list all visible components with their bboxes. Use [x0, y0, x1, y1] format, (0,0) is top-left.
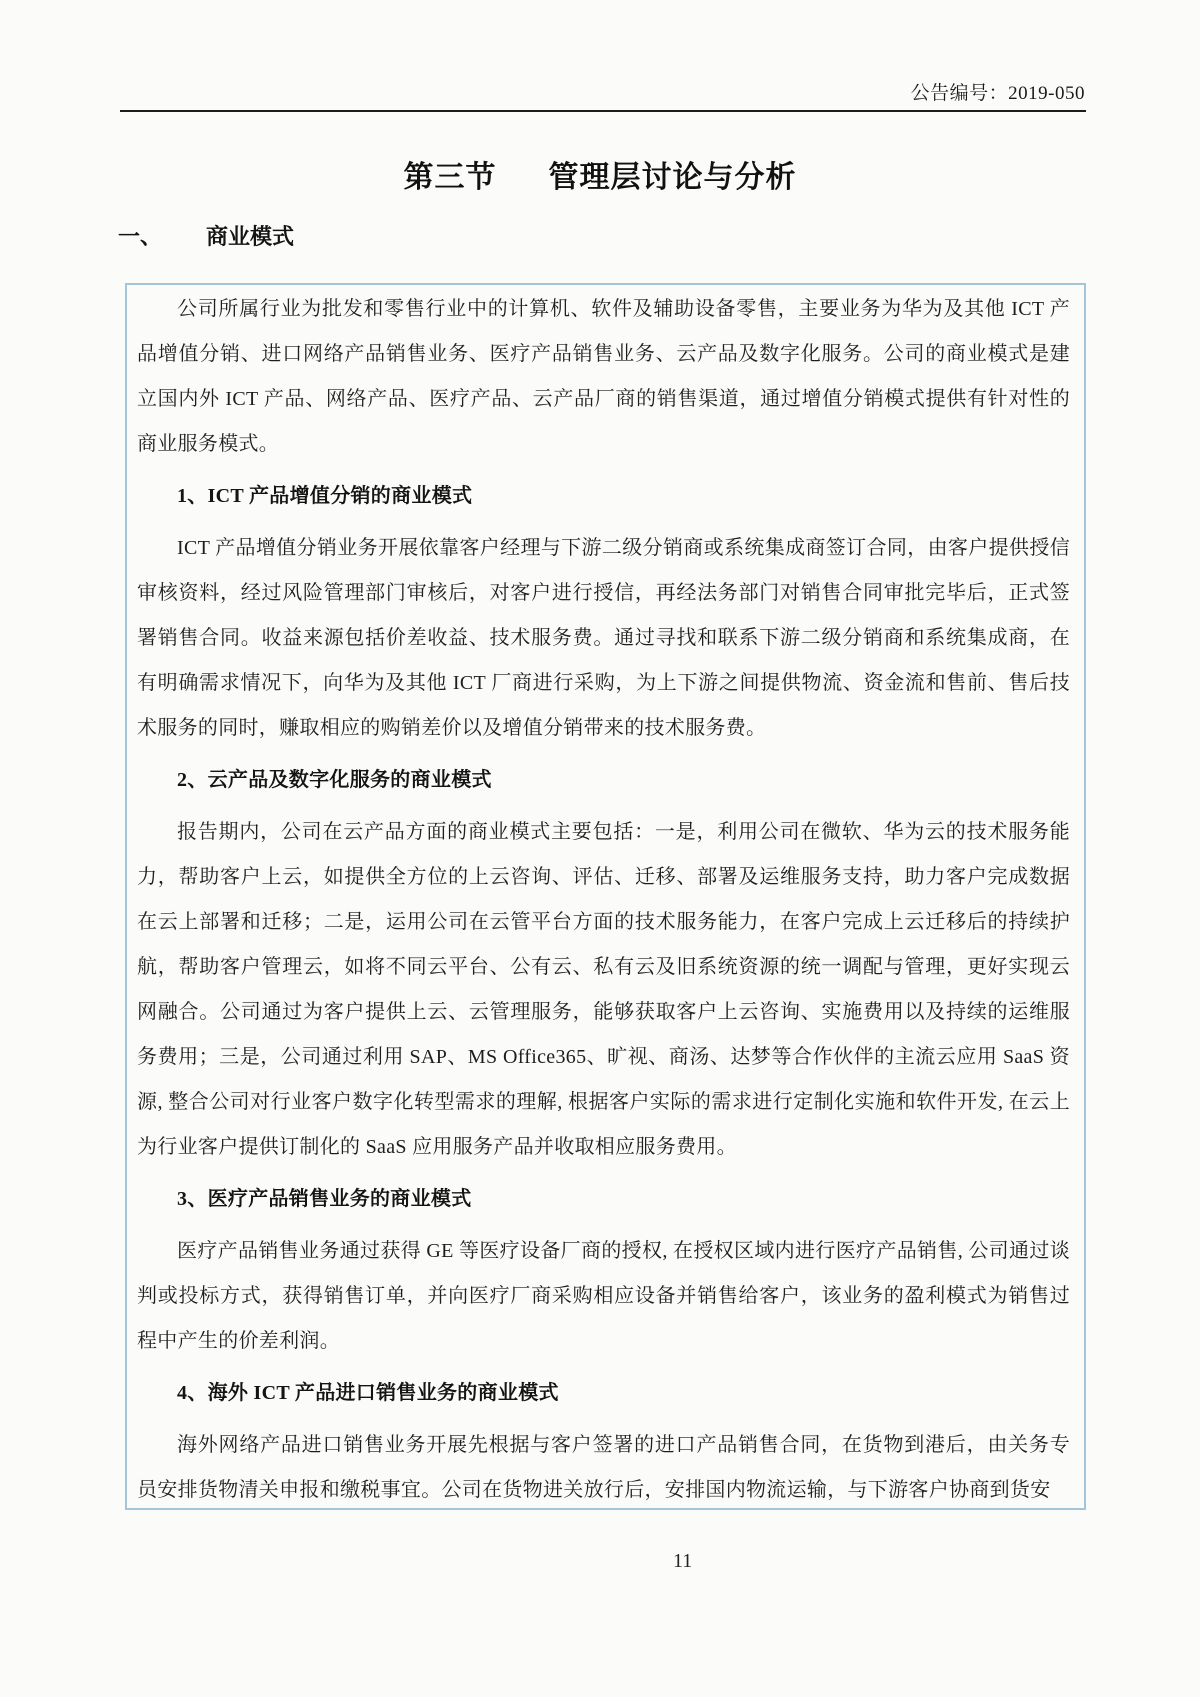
- chapter-title: [0, 152, 1200, 196]
- subsection-4-heading: 4、海外 ICT 产品进口销售业务的商业模式: [177, 1382, 559, 1404]
- announcement-number: 公告编号：2019-050: [910, 83, 1085, 104]
- chapter-number: 第三节: [403, 161, 497, 194]
- subsection-1-body: ICT 产品增值分销业务开展依靠客户经理与下游二级分销商或系统集成商签订合同，由客户提供授信审核资料，经过风险管理部门审核后，对客户进行授信，再经法务部门对销售合同审批完毕后，正式签署销售合同。收益来源包括价差收益、技术服务费。通过寻找和联系下游二级分销商和系统集成商，在有明确需求情况下，向华为及其他 ICT 厂商进行采购，为上下游之间提供物流、资金流和售前、售后技术服务的同时，赚取相应的购销差价以及增值分销带来的技术服务费。: [137, 537, 1070, 739]
- content-box: [125, 283, 1086, 1510]
- subsection-1-heading: 1、ICT 产品增值分销的商业模式: [177, 485, 473, 507]
- subsection-3-heading: 3、医疗产品销售业务的商业模式: [177, 1188, 472, 1210]
- subsection-4-body: 海外网络产品进口销售业务开展先根据与客户签署的进口产品销售合同，在货物到港后，由关务专员安排货物清关申报和缴税事宜。公司在货物进关放行后，安排国内物流运输，与下游客户协商到货安: [137, 1434, 1070, 1501]
- header-divider: [120, 110, 1086, 112]
- chapter-name: 管理层讨论与分析: [548, 161, 797, 194]
- subsection-2-heading: 2、云产品及数字化服务的商业模式: [177, 769, 492, 791]
- page-header: [120, 78, 1085, 105]
- section-heading: [118, 220, 294, 251]
- section-number: 一、: [118, 224, 163, 249]
- subsection-3-body: 医疗产品销售业务通过获得 GE 等医疗设备厂商的授权, 在授权区域内进行医疗产品销售, 公司通过谈判或投标方式，获得销售订单，并向医疗厂商采购相应设备并销售给客户，该业务的盈利模式为销售过程中产生的价差利润。: [137, 1240, 1070, 1352]
- intro-paragraph: 公司所属行业为批发和零售行业中的计算机、软件及辅助设备零售，主要业务为华为及其他 ICT 产品增值分销、进口网络产品销售业务、医疗产品销售业务、云产品及数字化服务。公司的商业模式是建立国内外 ICT 产品、网络产品、医疗产品、云产品厂商的销售渠道，通过增值分销模式提供有针对性的商业服务模式。: [137, 298, 1070, 455]
- page-number: 11: [673, 1550, 693, 1572]
- subsection-2-body: 报告期内，公司在云产品方面的商业模式主要包括：一是，利用公司在微软、华为云的技术服务能力，帮助客户上云，如提供全方位的上云咨询、评估、迁移、部署及运维服务支持，助力客户完成数据在云上部署和迁移；二是，运用公司在云管平台方面的技术服务能力，在客户完成上云迁移后的持续护航，帮助客户管理云，如将不同云平台、公有云、私有云及旧系统资源的统一调配与管理，更好实现云网融合。公司通过为客户提供上云、云管理服务，能够获取客户上云咨询、实施费用以及持续的运维服务费用；三是，公司通过利用 SAP、MS Office365、旷视、商汤、达梦等合作伙伴的主流云应用 SaaS 资源, 整合公司对行业客户数字化转型需求的理解, 根据客户实际的需求进行定制化实施和软件开发, 在云上为行业客户提供订制化的 SaaS 应用服务产品并收取相应服务费用。: [137, 821, 1070, 1158]
- section-name: 商业模式: [206, 224, 295, 249]
